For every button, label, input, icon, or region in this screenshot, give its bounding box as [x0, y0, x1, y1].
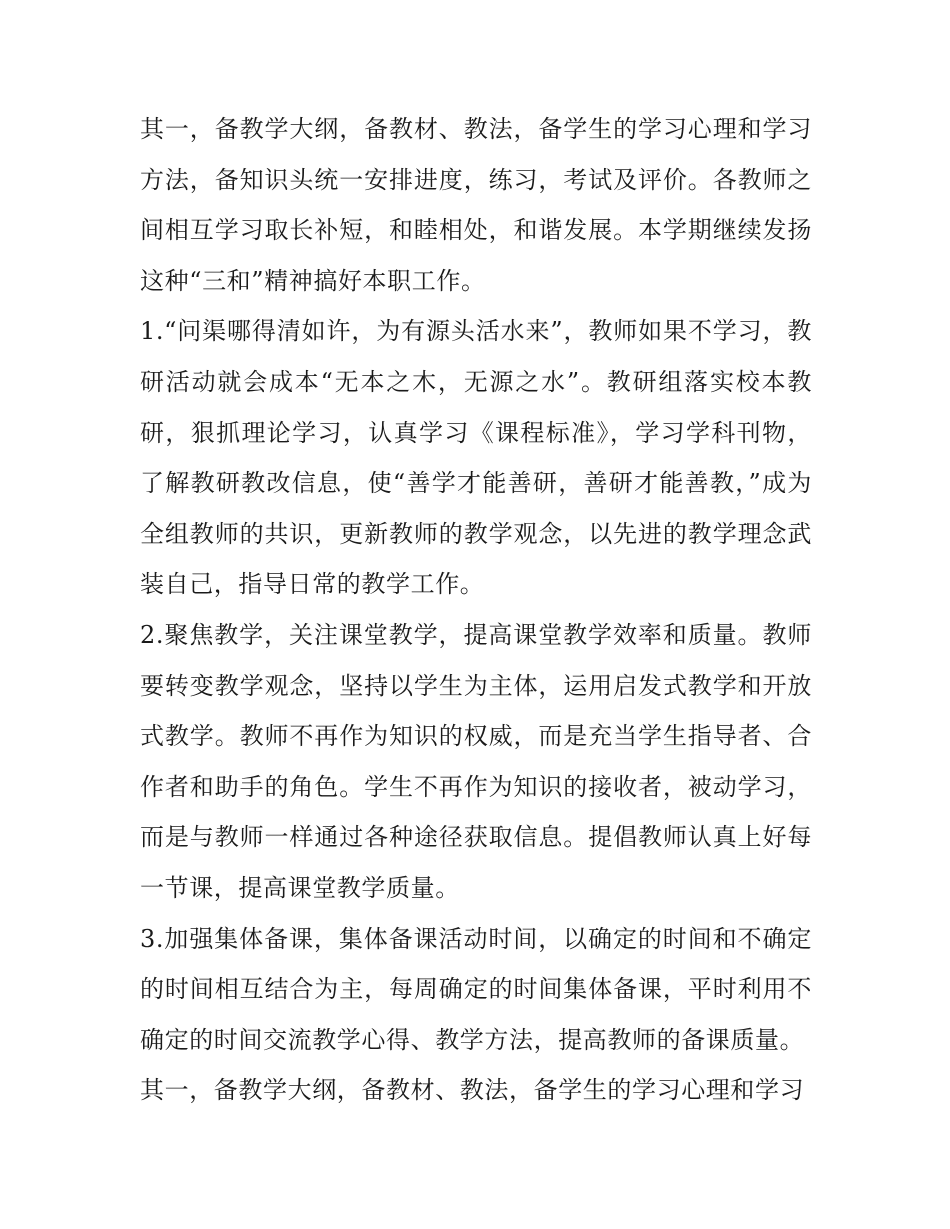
document-body	[140, 104, 812, 1116]
paragraph-item-1: 1.“问渠哪得清如许，为有源头活水来”，教师如果不学习，教研活动就会成本“无本之木，无源之水”。教研组落实校本教研，狠抓理论学习，认真学习《课程标准》，学习学科刊物，了解教研教改信息，使“善学才能善研，善研才能善教，”成为全组教师的共识，更新教师的教学观念，以先进的教学理念武装自己，指导日常的教学工作。	[140, 317, 812, 599]
paragraph-repeat: 其一，备教学大纲，备教材、教法，备学生的学习心理和学习	[140, 1076, 805, 1105]
paragraph-intro: 其一，备教学大纲，备教材、教法，备学生的学习心理和学习方法，备知识头统一安排进度，练习，考试及评价。各教师之间相互学习取长补短，和睦相处，和谐发展。本学期继续发扬这种“三和”精神搞好本职工作。	[140, 115, 812, 295]
paragraph-item-2: 2.聚焦教学，关注课堂教学，提高课堂教学效率和质量。教师要转变教学观念，坚持以学生为主体，运用启发式教学和开放式教学。教师不再作为知识的权威，而是充当学生指导者、合作者和助手的角色。学生不再作为知识的接收者，被动学习，而是与教师一样通过各种途径获取信息。提倡教师认真上好每一节课，提高课堂教学质量。	[140, 620, 812, 902]
paragraph-item-3: 3.加强集体备课，集体备课活动时间，以确定的时间和不确定的时间相互结合为主，每周确定的时间集体备课，平时利用不确定的时间交流教学心得、教学方法，提高教师的备课质量。	[140, 924, 812, 1054]
